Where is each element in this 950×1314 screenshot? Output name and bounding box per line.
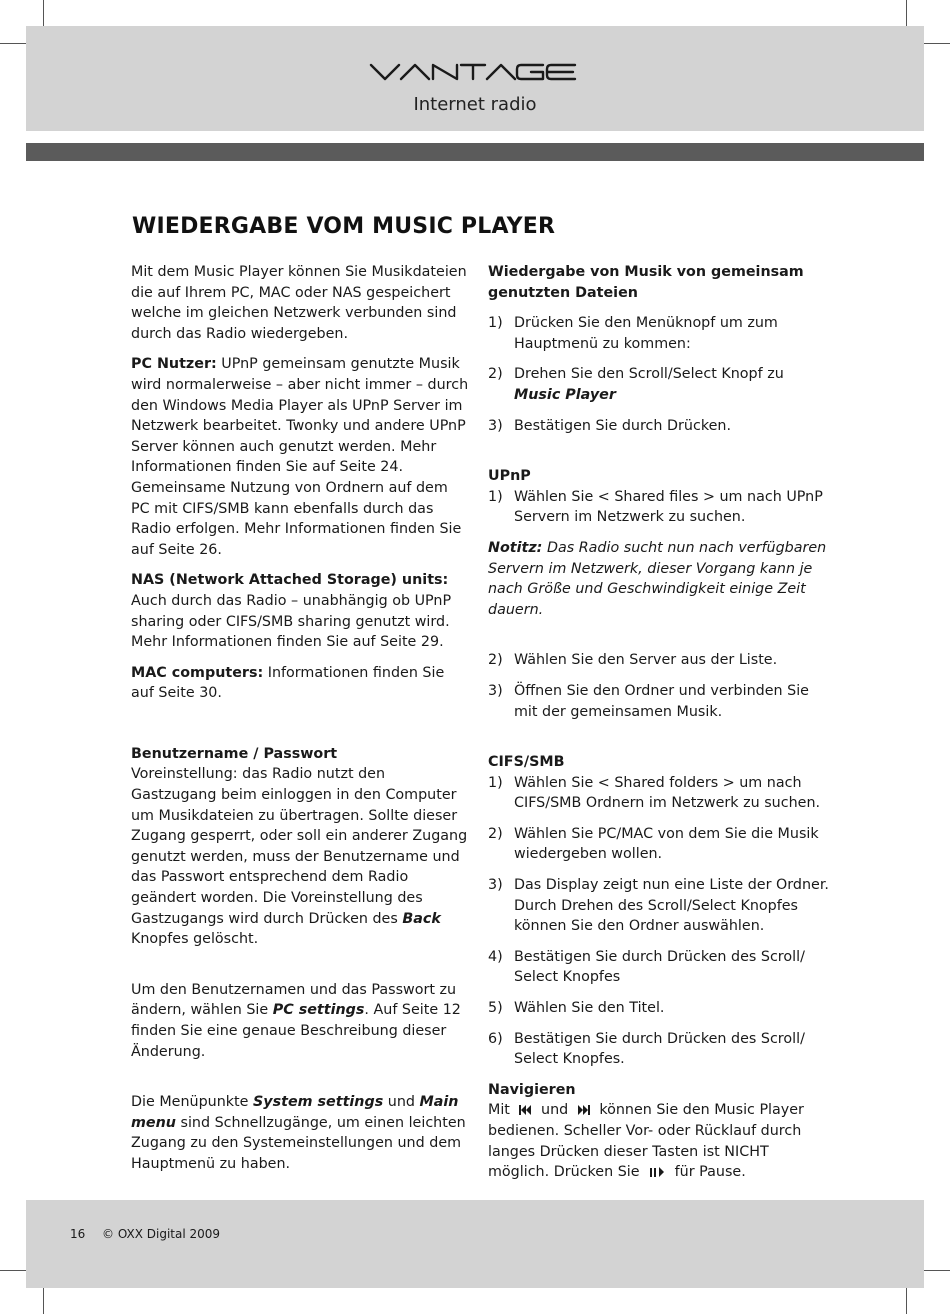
next-track-icon bbox=[577, 1104, 591, 1116]
crop-mark bbox=[924, 1270, 950, 1271]
nav-pause: für Pause. bbox=[674, 1164, 746, 1181]
copyright: © OXX Digital 2009 bbox=[102, 1227, 221, 1241]
list-item: 3) Bestätigen Sie durch Drücken. bbox=[488, 417, 732, 434]
list-item: 2) Wählen Sie den Server aus der Liste. bbox=[488, 652, 778, 669]
list-item: 1) Drücken Sie den Menüknopf um zum Hauptmenü zu kommen: bbox=[488, 315, 778, 352]
list-item: 3) Öffnen Sie den Ordner und verbinden Sie mit der gemeinsamen Musik. bbox=[488, 682, 809, 720]
pc-settings-keyword: PC settings bbox=[272, 1002, 365, 1019]
header-subtitle: Internet radio bbox=[413, 94, 537, 115]
pc-user-text: UPnP gemeinsam genutzte Musik wird normalerweise – aber nicht immer – durch den Windows Media Player als UPnP Server im Netzwerk bearbeitet. Twonky und andere UPnP Server können auch genutzt werden. Mehr Informationen finden Sie auf Seite 24. Gemeinsame Nutzung von Ordnern auf dem PC mit CIFS/SMB kann ebenfalls durch das Radio erfolgen. Mehr Informationen finden Sie auf Seite 26. bbox=[131, 356, 469, 558]
share-steps bbox=[488, 313, 833, 436]
list-item: 3) Das Display zeigt nun eine Liste der Ordner. Durch Drehen des Scroll/Select Knopfes können Sie den Ordner auswählen. bbox=[488, 877, 829, 935]
change-paragraph bbox=[131, 980, 469, 1062]
right-column bbox=[488, 262, 833, 1183]
menu-text-1: Die Menüpunkte bbox=[131, 1094, 253, 1111]
page-title: WIEDERGABE VOM MUSIC PLAYER bbox=[132, 214, 556, 239]
cifs-heading: CIFS/SMB bbox=[488, 754, 565, 771]
nas-text: Auch durch das Radio – unabhängig ob UPnP sharing oder CIFS/SMB sharing genutzt wird. Mehr Informationen finden Sie auf Seite 29. bbox=[131, 592, 452, 651]
list-item: 5) Wählen Sie den Titel. bbox=[488, 1000, 665, 1017]
list-item: 6) Bestätigen Sie durch Drücken des Scroll/ Select Knopfes. bbox=[488, 1030, 805, 1068]
nas-paragraph bbox=[131, 570, 469, 652]
nav-paragraph bbox=[488, 1100, 833, 1182]
main-menu-keyword: Main menu bbox=[131, 1094, 459, 1131]
crop-mark bbox=[43, 1288, 44, 1314]
nav-druecken: Drücken Sie bbox=[553, 1164, 640, 1181]
upnp-steps-2 bbox=[488, 650, 833, 722]
share-heading: Wiedergabe von Musik von gemeinsam genutzten Dateien bbox=[488, 264, 804, 301]
nav-mit: Mit bbox=[488, 1102, 510, 1119]
menu-und: und bbox=[383, 1094, 420, 1111]
list-item: 1) Wählen Sie < Shared files > um nach UPnP Servern im Netzwerk zu suchen. bbox=[488, 488, 823, 526]
vantage-logo-icon bbox=[369, 62, 581, 82]
mac-paragraph bbox=[131, 663, 469, 704]
crop-mark bbox=[906, 0, 907, 26]
note-text: Das Radio sucht nun nach verfügbaren Servern im Netzwerk, dieser Vorgang kann je nach Größe und Geschwindigkeit einige Zeit dauern. bbox=[488, 539, 827, 618]
brand-logo bbox=[26, 62, 924, 86]
menu-text-2: sind Schnellzugänge, um einen leichten Zugang zu den Systemeinstellungen und dem Hauptmenü zu haben. bbox=[131, 1114, 466, 1172]
crop-mark bbox=[43, 0, 44, 26]
note-lead: Notitz: bbox=[488, 539, 543, 556]
list-item: 2) Wählen Sie PC/MAC von dem Sie die Musik wiedergeben wollen. bbox=[488, 825, 819, 863]
previous-track-icon bbox=[518, 1104, 532, 1116]
header-divider-bar bbox=[26, 143, 924, 161]
page-number: 16 bbox=[70, 1227, 86, 1241]
nav-heading: Navigieren bbox=[488, 1081, 576, 1098]
user-paragraph bbox=[131, 764, 469, 949]
upnp-steps-1 bbox=[488, 487, 833, 528]
nav-und: und bbox=[541, 1102, 569, 1119]
crop-mark bbox=[0, 43, 26, 44]
menu-paragraph bbox=[131, 1092, 469, 1174]
list-item: 4) Bestätigen Sie durch Drücken des Scroll/ Select Knopfes bbox=[488, 948, 805, 986]
crop-mark bbox=[906, 1288, 907, 1314]
nav-text-1: können Sie den Music Player bedienen. Scheller Vor- oder Rücklauf durch langes Drücken dieser Tasten ist NICHT möglich. bbox=[488, 1102, 804, 1181]
user-heading: Benutzername / Passwort bbox=[131, 745, 338, 762]
upnp-heading: UPnP bbox=[488, 468, 531, 485]
mac-lead: MAC computers: bbox=[131, 664, 264, 681]
page-header bbox=[26, 26, 924, 131]
user-text-1: Voreinstellung: das Radio nutzt den Gastzugang beim einloggen in den Computer um Musikdateien zu übertragen. Sollte dieser Zugang gesperrt, oder soll ein anderer Zugang genutzt werden, muss der Benutzername und das Passwort entsprechend dem Radio geändert worden. Die Voreinstellung des Gastzugangs wird durch Drücken des bbox=[131, 766, 468, 927]
music-player-keyword: Music Player bbox=[514, 386, 616, 403]
crop-mark bbox=[0, 1270, 26, 1271]
play-pause-icon bbox=[648, 1166, 666, 1178]
pc-user-lead: PC Nutzer: bbox=[131, 356, 217, 373]
mac-text: Informationen finden Sie auf Seite 30. bbox=[131, 664, 445, 702]
pc-user-paragraph bbox=[131, 354, 469, 560]
nas-lead: NAS (Network Attached Storage) units: bbox=[131, 572, 449, 589]
intro-paragraph: Mit dem Music Player können Sie Musikdateien die auf Ihrem PC, MAC oder NAS gespeichert welche im gleichen Netzwerk verbunden sind durch das Radio wiedergeben. bbox=[131, 264, 467, 342]
change-text-1: Um den Benutzernamen und das Passwort zu ändern, wählen Sie bbox=[131, 981, 457, 1019]
note-paragraph bbox=[488, 538, 833, 620]
list-item: 1) Wählen Sie < Shared folders > um nach CIFS/SMB Ordnern im Netzwerk zu suchen. bbox=[488, 774, 821, 812]
user-text-2: Knopfes gelöscht. bbox=[131, 931, 259, 948]
system-settings-keyword: System settings bbox=[253, 1094, 384, 1111]
crop-mark bbox=[924, 43, 950, 44]
change-text-2: . Auf Seite 12 finden Sie eine genaue Beschreibung dieser Änderung. bbox=[131, 1002, 461, 1060]
page-footer bbox=[26, 1200, 924, 1288]
left-column bbox=[131, 262, 469, 1185]
list-item: 2) Drehen Sie den Scroll/Select Knopf zu Music Player bbox=[488, 366, 784, 403]
back-keyword: Back bbox=[402, 910, 441, 927]
cifs-steps bbox=[488, 773, 833, 1070]
